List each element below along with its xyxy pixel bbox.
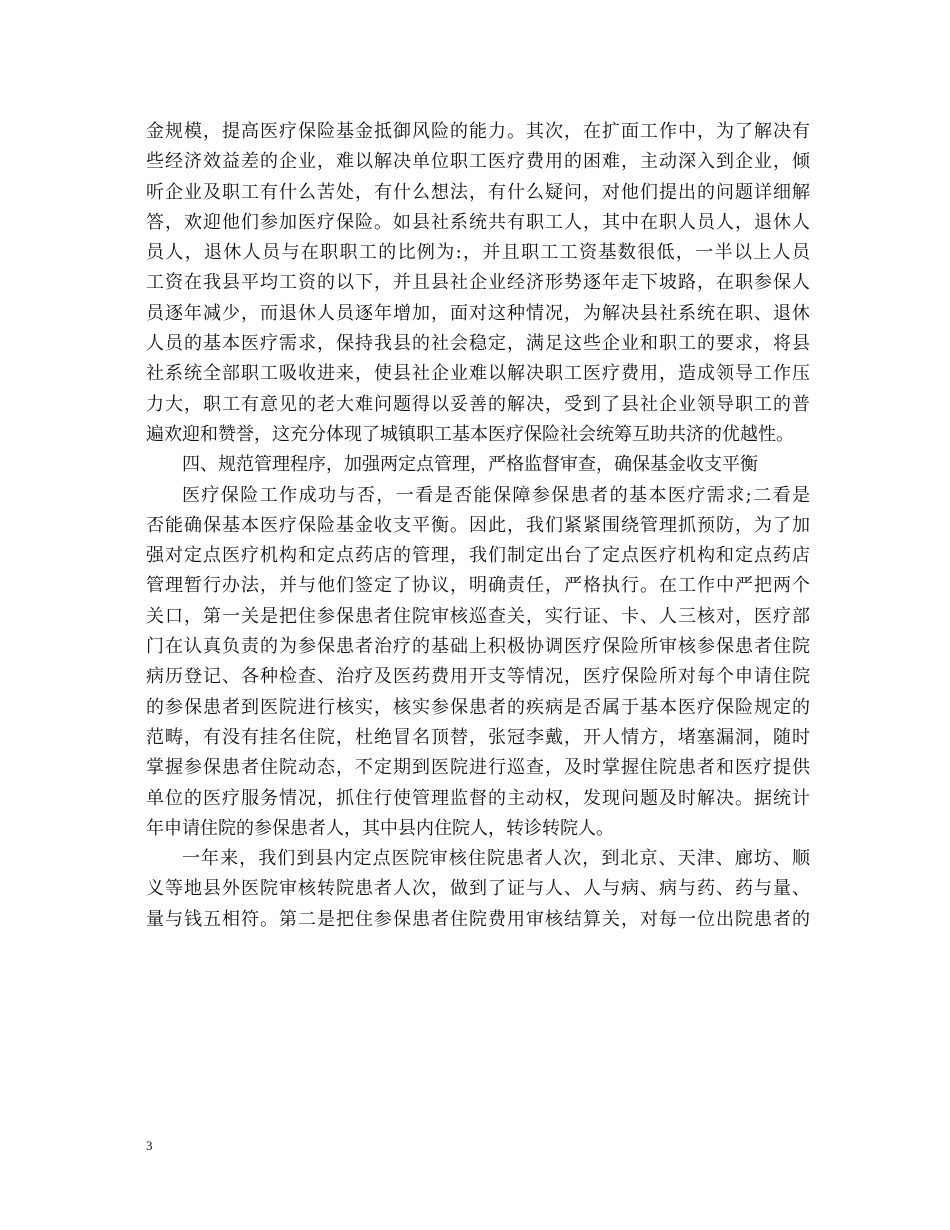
text-line: 强对定点医疗机构和定点药店的管理，我们制定出台了定点医疗机构和定点药店 xyxy=(146,545,810,567)
text-line: 管理暂行办法，并与他们签定了协议，明确责任，严格执行。在工作中严把两个 xyxy=(146,575,810,597)
text-line: 社系统全部职工吸收进来，使县社企业难以解决职工医疗费用，造成领导工作压 xyxy=(146,363,810,385)
text-line: 关口，第一关是把住参保患者住院审核巡查关，实行证、卡、人三核对，医疗部 xyxy=(146,605,810,627)
text-line: 量与钱五相符。第二是把住参保患者住院费用审核结算关，对每一位出院患者的 xyxy=(146,908,810,930)
text-line: 些经济效益差的企业，难以解决单位职工医疗费用的困难，主动深入到企业，倾 xyxy=(146,151,810,173)
text-line: 员人，退休人员与在职职工的比例为:，并且职工工资基数很低，一半以上人员 xyxy=(146,242,810,264)
section-heading: 四、规范管理程序，加强两定点管理，严格监督审查，确保基金收支平衡 xyxy=(182,454,758,476)
text-line: 员逐年减少，而退休人员逐年增加，面对这种情况，为解决县社系统在职、退休 xyxy=(146,302,810,324)
text-line: 医疗保险工作成功与否，一看是否能保障参保患者的基本医疗需求;二看是 xyxy=(182,484,810,506)
text-line: 掌握参保患者住院动态，不定期到医院进行巡查，及时掌握住院患者和医疗提供 xyxy=(146,757,810,779)
text-line: 金规模，提高医疗保险基金抵御风险的能力。其次，在扩面工作中，为了解决有 xyxy=(146,121,810,142)
body-text xyxy=(146,117,810,935)
text-line: 年申请住院的参保患者人，其中县内住院人，转诊转院人。 xyxy=(146,817,614,839)
text-line: 义等地县外医院审核转院患者人次，做到了证与人、人与病、病与药、药与量、 xyxy=(146,878,810,900)
text-line: 人员的基本医疗需求，保持我县的社会稳定，满足这些企业和职工的要求，将县 xyxy=(146,333,810,355)
page-number: 3 xyxy=(146,1138,153,1153)
text-line: 听企业及职工有什么苦处，有什么想法，有什么疑问，对他们提出的问题详细解 xyxy=(146,181,810,203)
text-line: 否能确保基本医疗保险基金收支平衡。因此，我们紧紧围绕管理抓预防，为了加 xyxy=(146,514,810,536)
text-line: 范畴，有没有挂名住院，杜绝冒名顶替，张冠李戴，开人情方，堵塞漏洞，随时 xyxy=(146,726,810,748)
text-line: 遍欢迎和赞誉，这充分体现了城镇职工基本医疗保险社会统筹互助共济的优越性。 xyxy=(146,423,794,445)
text-line: 答，欢迎他们参加医疗保险。如县社系统共有职工人，其中在职人员人，退休人 xyxy=(146,211,810,233)
text-line: 工资在我县平均工资的以下，并且县社企业经济形势逐年走下坡路，在职参保人 xyxy=(146,272,810,294)
text-line: 一年来，我们到县内定点医院审核住院患者人次，到北京、天津、廊坊、顺 xyxy=(182,848,810,870)
text-line: 的参保患者到医院进行核实，核实参保患者的疾病是否属于基本医疗保险规定的 xyxy=(146,696,810,718)
text-line: 力大，职工有意见的老大难问题得以妥善的解决，受到了县社企业领导职工的普 xyxy=(146,393,810,415)
text-line: 门在认真负责的为参保患者治疗的基础上积极协调医疗保险所审核参保患者住院 xyxy=(146,636,810,658)
text-line: 病历登记、各种检查、治疗及医药费用开支等情况，医疗保险所对每个申请住院 xyxy=(146,666,810,688)
text-line: 单位的医疗服务情况，抓住行使管理监督的主动权，发现问题及时解决。据统计 xyxy=(146,787,810,809)
